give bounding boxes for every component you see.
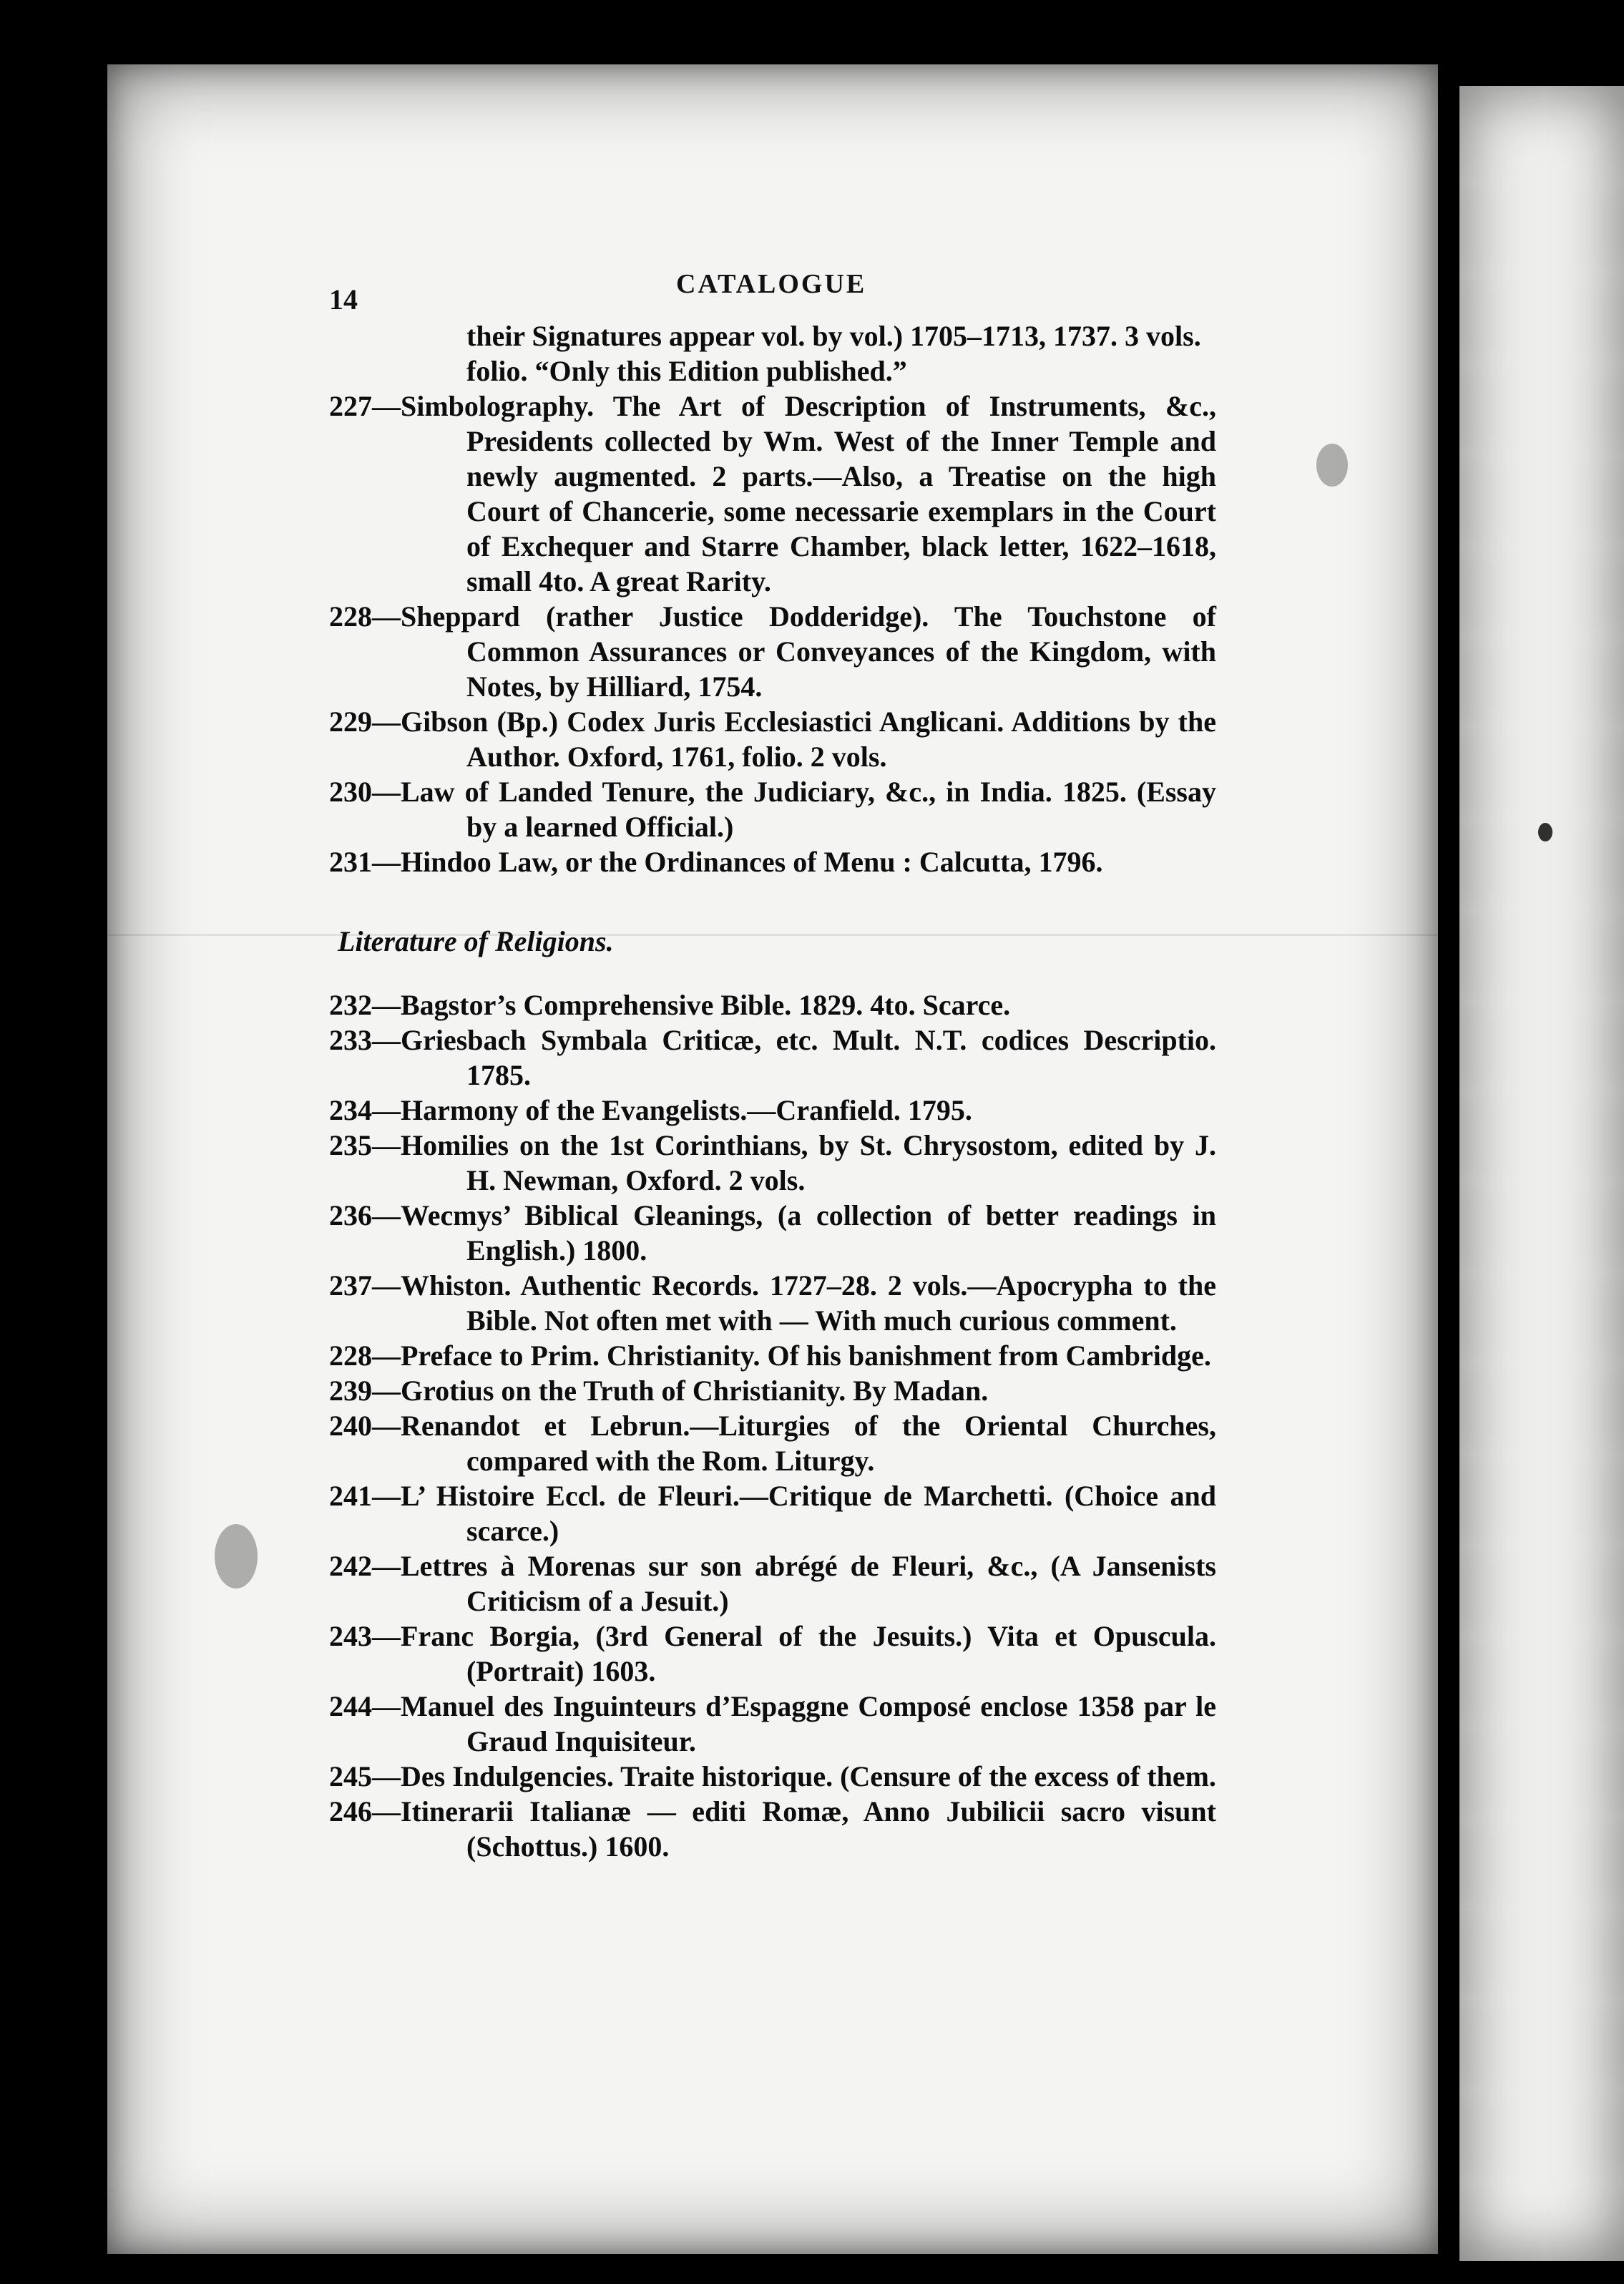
page-number: 14 — [329, 283, 358, 316]
catalogue-entry: 228—Preface to Prim. Christianity. Of his banishment from Cambridge. — [329, 1339, 1211, 1372]
catalogue-entry: 242—Lettres à Morenas sur son abrégé de Fleuri, &c., (A Jansenists Criticism of a Jesuit.) — [329, 1550, 1216, 1617]
catalogue-entry: 235—Homilies on the 1st Corinthians, by St. Chrysostom, edited by J. H. Newman, Oxford. 2 vols. — [329, 1129, 1216, 1196]
catalogue-entry: 230—Law of Landed Tenure, the Judiciary, &c., in India. 1825. (Essay by a learned Official.) — [329, 776, 1216, 843]
catalogue-entry: 243—Franc Borgia, (3rd General of the Jesuits.) Vita et Opuscula. (Portrait) 1603. — [329, 1620, 1216, 1687]
catalogue-entry: 229—Gibson (Bp.) Codex Juris Ecclesiastici Anglicani. Additions by the Author. Oxford, 1761, folio. 2 vols. — [329, 706, 1216, 773]
catalogue-entry: 233—Griesbach Symbala Criticæ, etc. Mult. N.T. codices Descriptio. 1785. — [329, 1024, 1216, 1091]
catalogue-entry: 236—Wecmys’ Biblical Gleanings, (a collection of better readings in English.) 1800. — [329, 1199, 1216, 1267]
catalogue-entry: 246—Itinerarii Italianæ — editi Romæ, Anno Jubilicii sacro visunt (Schottus.) 1600. — [329, 1795, 1216, 1863]
catalogue-entry: 231—Hindoo Law, or the Ordinances of Menu : Calcutta, 1796. — [329, 846, 1103, 878]
catalogue-entry: 241—L’ Histoire Eccl. de Fleuri.—Critique de Marchetti. (Choice and scarce.) — [329, 1480, 1216, 1547]
catalogue-entry: 244—Manuel des Inguinteurs d’Espaggne Composé enclose 1358 par le Graud Inquisiteur. — [329, 1690, 1216, 1757]
entries-law — [329, 389, 1216, 879]
catalogue-entry: 228—Sheppard (rather Justice Dodderidge). The Touchstone of Common Assurances or Conveyances of the Kingdom, with Notes, by Hilliard, 1754. — [329, 600, 1216, 703]
catalogue-text — [329, 318, 1216, 1864]
scan-blemish — [1538, 823, 1552, 841]
catalogue-entry: 227—Simbolography. The Art of Description of Instruments, &c., Presidents collected by Wm. West of the Inner Temple and newly augmented. 2 parts.—Also, a Treatise on the high Court of Chancerie, some necessarie exemplars in the Court of Exchequer and Starre Chamber, black letter, 1622–1618, small 4to. A great Rarity. — [329, 390, 1216, 597]
catalogue-entry: 234—Harmony of the Evangelists.—Cranfield. 1795. — [329, 1094, 972, 1126]
catalogue-entry: 239—Grotius on the Truth of Christianity. By Madan. — [329, 1375, 989, 1407]
running-head: CATALOGUE — [676, 269, 867, 299]
scan-blemish — [1316, 444, 1348, 487]
adjacent-page-edge — [1459, 86, 1624, 2261]
catalogue-entry: 245—Des Indulgencies. Traite historique. (Censure of the excess of them. — [329, 1760, 1216, 1792]
entries-religion — [329, 987, 1216, 1864]
catalogue-entry: 237—Whiston. Authentic Records. 1727–28. 2 vols.—Apocrypha to the Bible. Not often met with — With much curious comment. — [329, 1269, 1216, 1337]
scan-blemish — [215, 1524, 258, 1588]
catalogue-entry: 240—Renandot et Lebrun.—Liturgies of the Oriental Churches, compared with the Rom. Liturgy. — [329, 1410, 1216, 1477]
continued-entry-text: their Signatures appear vol. by vol.) 1705–1713, 1737. 3 vols. folio. “Only this Edition published.” — [466, 320, 1201, 387]
section-heading: Literature of Religions. — [338, 925, 614, 957]
catalogue-entry: 232—Bagstor’s Comprehensive Bible. 1829. 4to. Scarce. — [329, 989, 1011, 1021]
